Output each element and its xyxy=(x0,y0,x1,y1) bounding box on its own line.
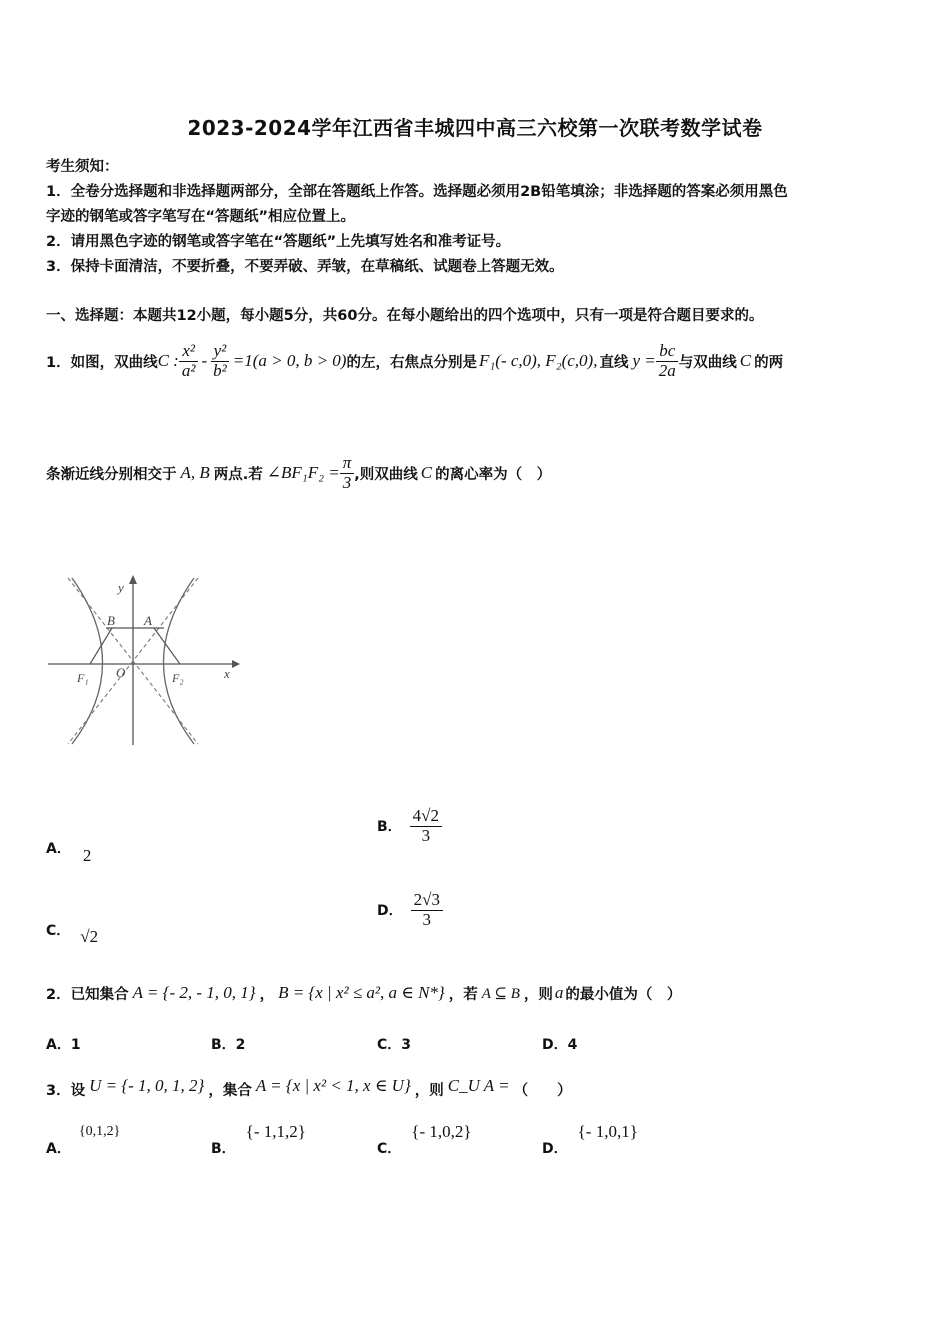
q1-option-d[interactable] xyxy=(377,891,443,929)
hyperbola-figure xyxy=(44,570,244,750)
q1-option-d-label: D． xyxy=(377,903,403,920)
q3-option-a[interactable] xyxy=(46,1124,120,1158)
x-axis-arrow xyxy=(232,660,240,668)
label-o: O xyxy=(116,665,126,680)
label-x: x xyxy=(224,666,230,681)
q2-separator: ， xyxy=(259,986,275,1003)
q1-option-a-value: 2 xyxy=(82,846,92,865)
q3-option-c-value: {- 1,0,2} xyxy=(411,1122,472,1141)
q1-option-b-fraction xyxy=(410,807,442,845)
notice-heading: 考生须知： xyxy=(46,159,119,175)
q3-option-d-value: {- 1,0,1} xyxy=(577,1122,638,1141)
q1-text-2: 的左，右焦点分别是 xyxy=(346,354,477,371)
q1-line-denominator: 2a xyxy=(658,360,676,380)
question-1-line-2 xyxy=(46,442,551,504)
notice-item-3: 3．保持卡面清洁，不要折叠，不要弄破、弄皱，在草稿纸、试题卷上答题无效。 xyxy=(46,259,564,275)
q3-text-3: ，则 xyxy=(414,1082,444,1099)
notice-item-1-line-1: 1．全卷分选择题和非选择题两部分，全部在答题纸上作答。选择题必须用2B铅笔填涂；非选择题的答案必须用黑色 xyxy=(46,184,788,200)
q3-option-b[interactable] xyxy=(211,1122,306,1158)
q1-pi-denominator: 3 xyxy=(342,472,352,492)
q2-option-b[interactable]: B．2 xyxy=(211,1037,246,1053)
q1-line2-text-4: 的离心率为（ ） xyxy=(435,466,552,483)
q1-option-b-numerator: 4√2 xyxy=(410,807,442,827)
question-3 xyxy=(46,1068,572,1104)
section-heading: 一、选择题：本题共12小题，每小题5分，共60分。在每小题给出的四个选项中，只有一项是符合题目要求的。 xyxy=(46,308,764,324)
q3-text-4: （ ） xyxy=(513,1082,572,1099)
q1-option-b[interactable] xyxy=(377,807,442,845)
q2-text-4: 的最小值为（ ） xyxy=(565,986,682,1003)
q1-text-4: 与双曲线 xyxy=(678,354,737,371)
page-title: 2023-2024学年江西省丰城四中高三六校第一次联考数学试卷 xyxy=(187,116,763,140)
q1-text-3: 直线 xyxy=(599,354,629,371)
q1-line-lhs: y = xyxy=(632,351,656,370)
q3-universal-set: U = {- 1, 0, 1, 2} xyxy=(89,1076,205,1095)
q3-text-2: ，集合 xyxy=(208,1082,252,1099)
q2-set-a: A = {- 2, - 1, 0, 1} xyxy=(132,983,256,1002)
q1-y-numerator: y² xyxy=(211,342,230,362)
question-2 xyxy=(46,975,681,1011)
q1-option-c-label: C． xyxy=(46,923,71,939)
q2-condition: A ⊆ B xyxy=(481,985,520,1002)
q1-line2-text-1: 条渐近线分别相交于 xyxy=(46,466,177,483)
q2-option-d[interactable]: D．4 xyxy=(542,1037,578,1053)
q1-option-b-label: B． xyxy=(377,819,402,836)
q1-y-denominator: b² xyxy=(213,360,227,380)
right-branch xyxy=(164,578,195,744)
q1-equation-rest: =1(a > 0, b > 0) xyxy=(232,351,347,370)
q1-angle: ∠BF₁F₂ = xyxy=(266,463,340,482)
q1-option-d-denominator: 3 xyxy=(422,909,432,929)
segment-f1-b xyxy=(90,628,112,664)
q1-curve-name: C : xyxy=(157,351,179,370)
q3-option-b-value: {- 1,1,2} xyxy=(245,1122,306,1141)
left-branch xyxy=(72,578,103,744)
q3-option-a-value: {0,1,2} xyxy=(78,1124,121,1139)
label-f2: F₂ xyxy=(172,671,184,685)
q1-pi-fraction xyxy=(340,454,355,492)
q2-text-2: ，若 xyxy=(448,986,478,1003)
q1-x-denominator: a² xyxy=(181,360,196,380)
q3-text-1: 3．设 xyxy=(46,1082,86,1099)
q2-option-c[interactable]: C．3 xyxy=(377,1037,412,1053)
label-b: B xyxy=(107,613,115,628)
q1-option-a-label: A． xyxy=(46,841,71,857)
q3-option-c[interactable] xyxy=(377,1122,472,1158)
q2-set-b: B = {x | x² ≤ a², a ∈ N*} xyxy=(278,983,445,1002)
notice-item-2: 2．请用黑色字迹的钢笔或答字笔在“答题纸”上先填写姓名和准考证号。 xyxy=(46,234,511,250)
label-f1: F₁ xyxy=(77,671,89,685)
q1-foci: F₁(- c,0), F₂(c,0), xyxy=(478,351,598,370)
q1-y-fraction xyxy=(210,342,230,380)
q3-option-d[interactable] xyxy=(542,1122,638,1158)
q1-option-c-value: √2 xyxy=(80,927,99,946)
q3-option-d-label: D． xyxy=(542,1141,568,1157)
q1-x-numerator: x² xyxy=(179,342,198,362)
q3-option-a-label: A． xyxy=(46,1141,71,1157)
q1-curve-ref: C xyxy=(739,351,752,370)
q2-text-3: ，则 xyxy=(523,986,553,1003)
q1-line2-text-3: ,则双曲线 xyxy=(354,466,418,483)
q1-option-a[interactable] xyxy=(46,830,91,866)
q1-curve-ref-2: C xyxy=(420,463,433,482)
label-a: A xyxy=(144,613,152,628)
q1-option-c[interactable] xyxy=(46,913,98,947)
label-y: y xyxy=(118,580,124,595)
q3-set-a: A = {x | x² < 1, x ∈ U} xyxy=(255,1076,411,1095)
notice-item-1-line-2: 字迹的钢笔或答字笔写在“答题纸”相应位置上。 xyxy=(46,209,356,225)
q2-option-a[interactable]: A．1 xyxy=(46,1037,81,1053)
q1-line2-text-2: 两点.若 xyxy=(213,466,263,483)
q2-text-1: 2．已知集合 xyxy=(46,986,129,1003)
q1-option-d-numerator: 2√3 xyxy=(411,891,443,911)
q1-pi-numerator: π xyxy=(340,454,355,474)
q1-line-numerator: bc xyxy=(656,342,678,362)
q3-option-b-label: B． xyxy=(211,1141,236,1157)
q1-minus: - xyxy=(201,351,208,370)
q3-complement: C_U A = xyxy=(447,1076,510,1095)
q3-option-c-label: C． xyxy=(377,1141,402,1157)
y-axis-arrow xyxy=(129,575,137,584)
q1-x-fraction xyxy=(179,342,199,380)
q1-option-d-fraction xyxy=(411,891,443,929)
q1-option-b-denominator: 3 xyxy=(421,825,431,845)
question-1-line-1 xyxy=(46,330,783,392)
q1-text-1: 1．如图，双曲线 xyxy=(46,354,158,371)
q2-variable-a: a xyxy=(554,983,564,1002)
q1-text-5: 的两 xyxy=(754,354,784,371)
q1-points-ab: A, B xyxy=(180,463,210,482)
q1-line-fraction xyxy=(656,342,679,380)
